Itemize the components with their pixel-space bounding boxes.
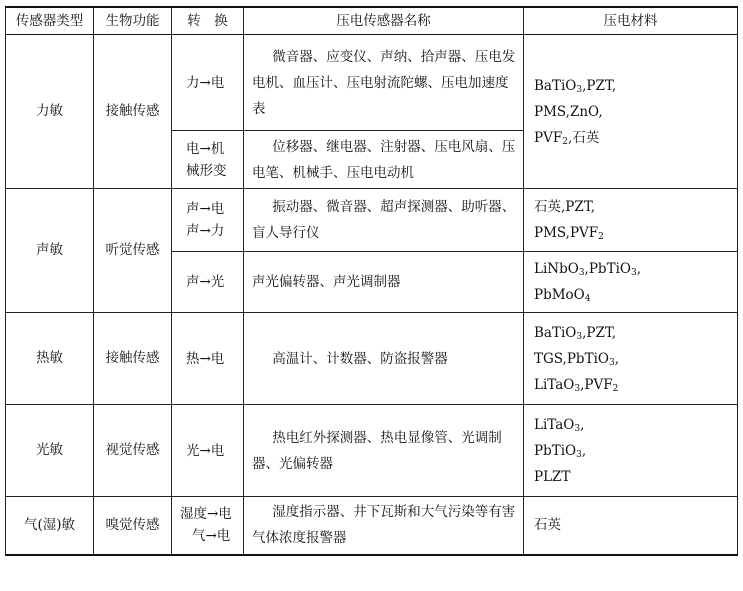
material-line: PbTiO$_3$,	[534, 442, 587, 460]
table-row	[6, 35, 738, 131]
materials-cell	[524, 313, 738, 405]
piezo-sensor-table	[5, 6, 738, 556]
sensor-names-cell: 声光偏转器、声光调制器	[244, 252, 524, 313]
materials-cell	[524, 35, 738, 189]
header-row	[6, 7, 738, 35]
conversion-line: 光→电	[186, 442, 225, 459]
bio-function-cell: 接触传感	[94, 35, 172, 189]
conversion-line: 热→电	[186, 350, 225, 367]
sensor-names-cell: 位移器、继电器、注射器、压电风扇、压电笔、机械手、压电电动机	[244, 131, 524, 189]
material-line: LiTaO$_3$,	[534, 416, 585, 434]
materials-cell	[524, 497, 738, 555]
table-row	[6, 405, 738, 497]
sensor-table-container	[5, 6, 738, 556]
material-line: 石英,PZT,	[534, 199, 596, 215]
material-line: BaTiO$_3$,PZT,	[534, 324, 617, 342]
material-line: PLZT	[534, 468, 571, 485]
material-line: $PMS,PVF_2$	[534, 225, 604, 242]
sensor-names-cell: 振动器、微音器、超声探测器、助听器、盲人导行仪	[244, 189, 524, 252]
conversion-line: 电→机	[186, 140, 225, 157]
sensor-type-cell: 力敏	[6, 35, 94, 189]
conversion-cell	[172, 35, 244, 131]
conversion-line: 气→电	[192, 528, 231, 545]
table-row	[6, 313, 738, 405]
materials-cell	[524, 189, 738, 252]
conversion-line: 声→光	[186, 274, 225, 290]
conversion-line: 力→电	[186, 74, 225, 91]
sensor-type-cell: 热敏	[6, 313, 94, 405]
material-line: $LiTaO_3,PVF_2$	[534, 376, 619, 394]
conversion-line: 声→电	[186, 201, 225, 217]
sensor-type-cell: 声敏	[6, 189, 94, 313]
header-sensor-names: 压电传感器名称	[244, 7, 524, 35]
conversion-cell	[172, 497, 244, 555]
material-line: $PVF_2$,石英	[534, 129, 600, 147]
conversion-line: 声→力	[186, 223, 225, 239]
material-line: BaTiO$_3$,PZT,	[534, 77, 617, 95]
conversion-line: 湿度→电	[180, 506, 232, 523]
conversion-line: 械形变	[186, 162, 227, 179]
material-line: LiNbO$_3$,PbTiO$_3$,	[534, 261, 641, 278]
sensor-type-cell: 气(湿)敏	[6, 497, 94, 555]
bio-function-cell: 嗅觉传感	[94, 497, 172, 555]
bio-function-cell: 听觉传感	[94, 189, 172, 313]
conversion-cell	[172, 252, 244, 313]
table-row	[6, 189, 738, 252]
sensor-names-cell: 热电红外探测器、热电显像管、光调制器、光偏转器	[244, 405, 524, 497]
sensor-names-cell: 湿度指示器、井下瓦斯和大气污染等有害气体浓度报警器	[244, 497, 524, 555]
sensor-names-cell: 高温计、计数器、防盗报警器	[244, 313, 524, 405]
conversion-cell	[172, 131, 244, 189]
material-line: TGS,PbTiO$_3$,	[534, 350, 619, 368]
materials-cell	[524, 252, 738, 313]
material-line: 石英	[534, 517, 561, 534]
header-bio-function: 生物功能	[94, 7, 172, 35]
bio-function-cell: 视觉传感	[94, 405, 172, 497]
material-line: PMS,ZnO,	[534, 103, 603, 120]
header-conversion: 转 换	[172, 7, 244, 35]
conversion-cell	[172, 189, 244, 252]
header-materials: 压电材料	[524, 7, 738, 35]
sensor-type-cell: 光敏	[6, 405, 94, 497]
bio-function-cell: 接触传感	[94, 313, 172, 405]
conversion-cell	[172, 405, 244, 497]
table-row	[6, 497, 738, 555]
sensor-names-cell: 微音器、应变仪、声纳、拾声器、压电发电机、血压计、压电射流陀螺、压电加速度表	[244, 35, 524, 131]
conversion-cell	[172, 313, 244, 405]
material-line: PbMoO$_4$	[534, 287, 591, 304]
materials-cell	[524, 405, 738, 497]
header-sensor-type: 传感器类型	[6, 7, 94, 35]
